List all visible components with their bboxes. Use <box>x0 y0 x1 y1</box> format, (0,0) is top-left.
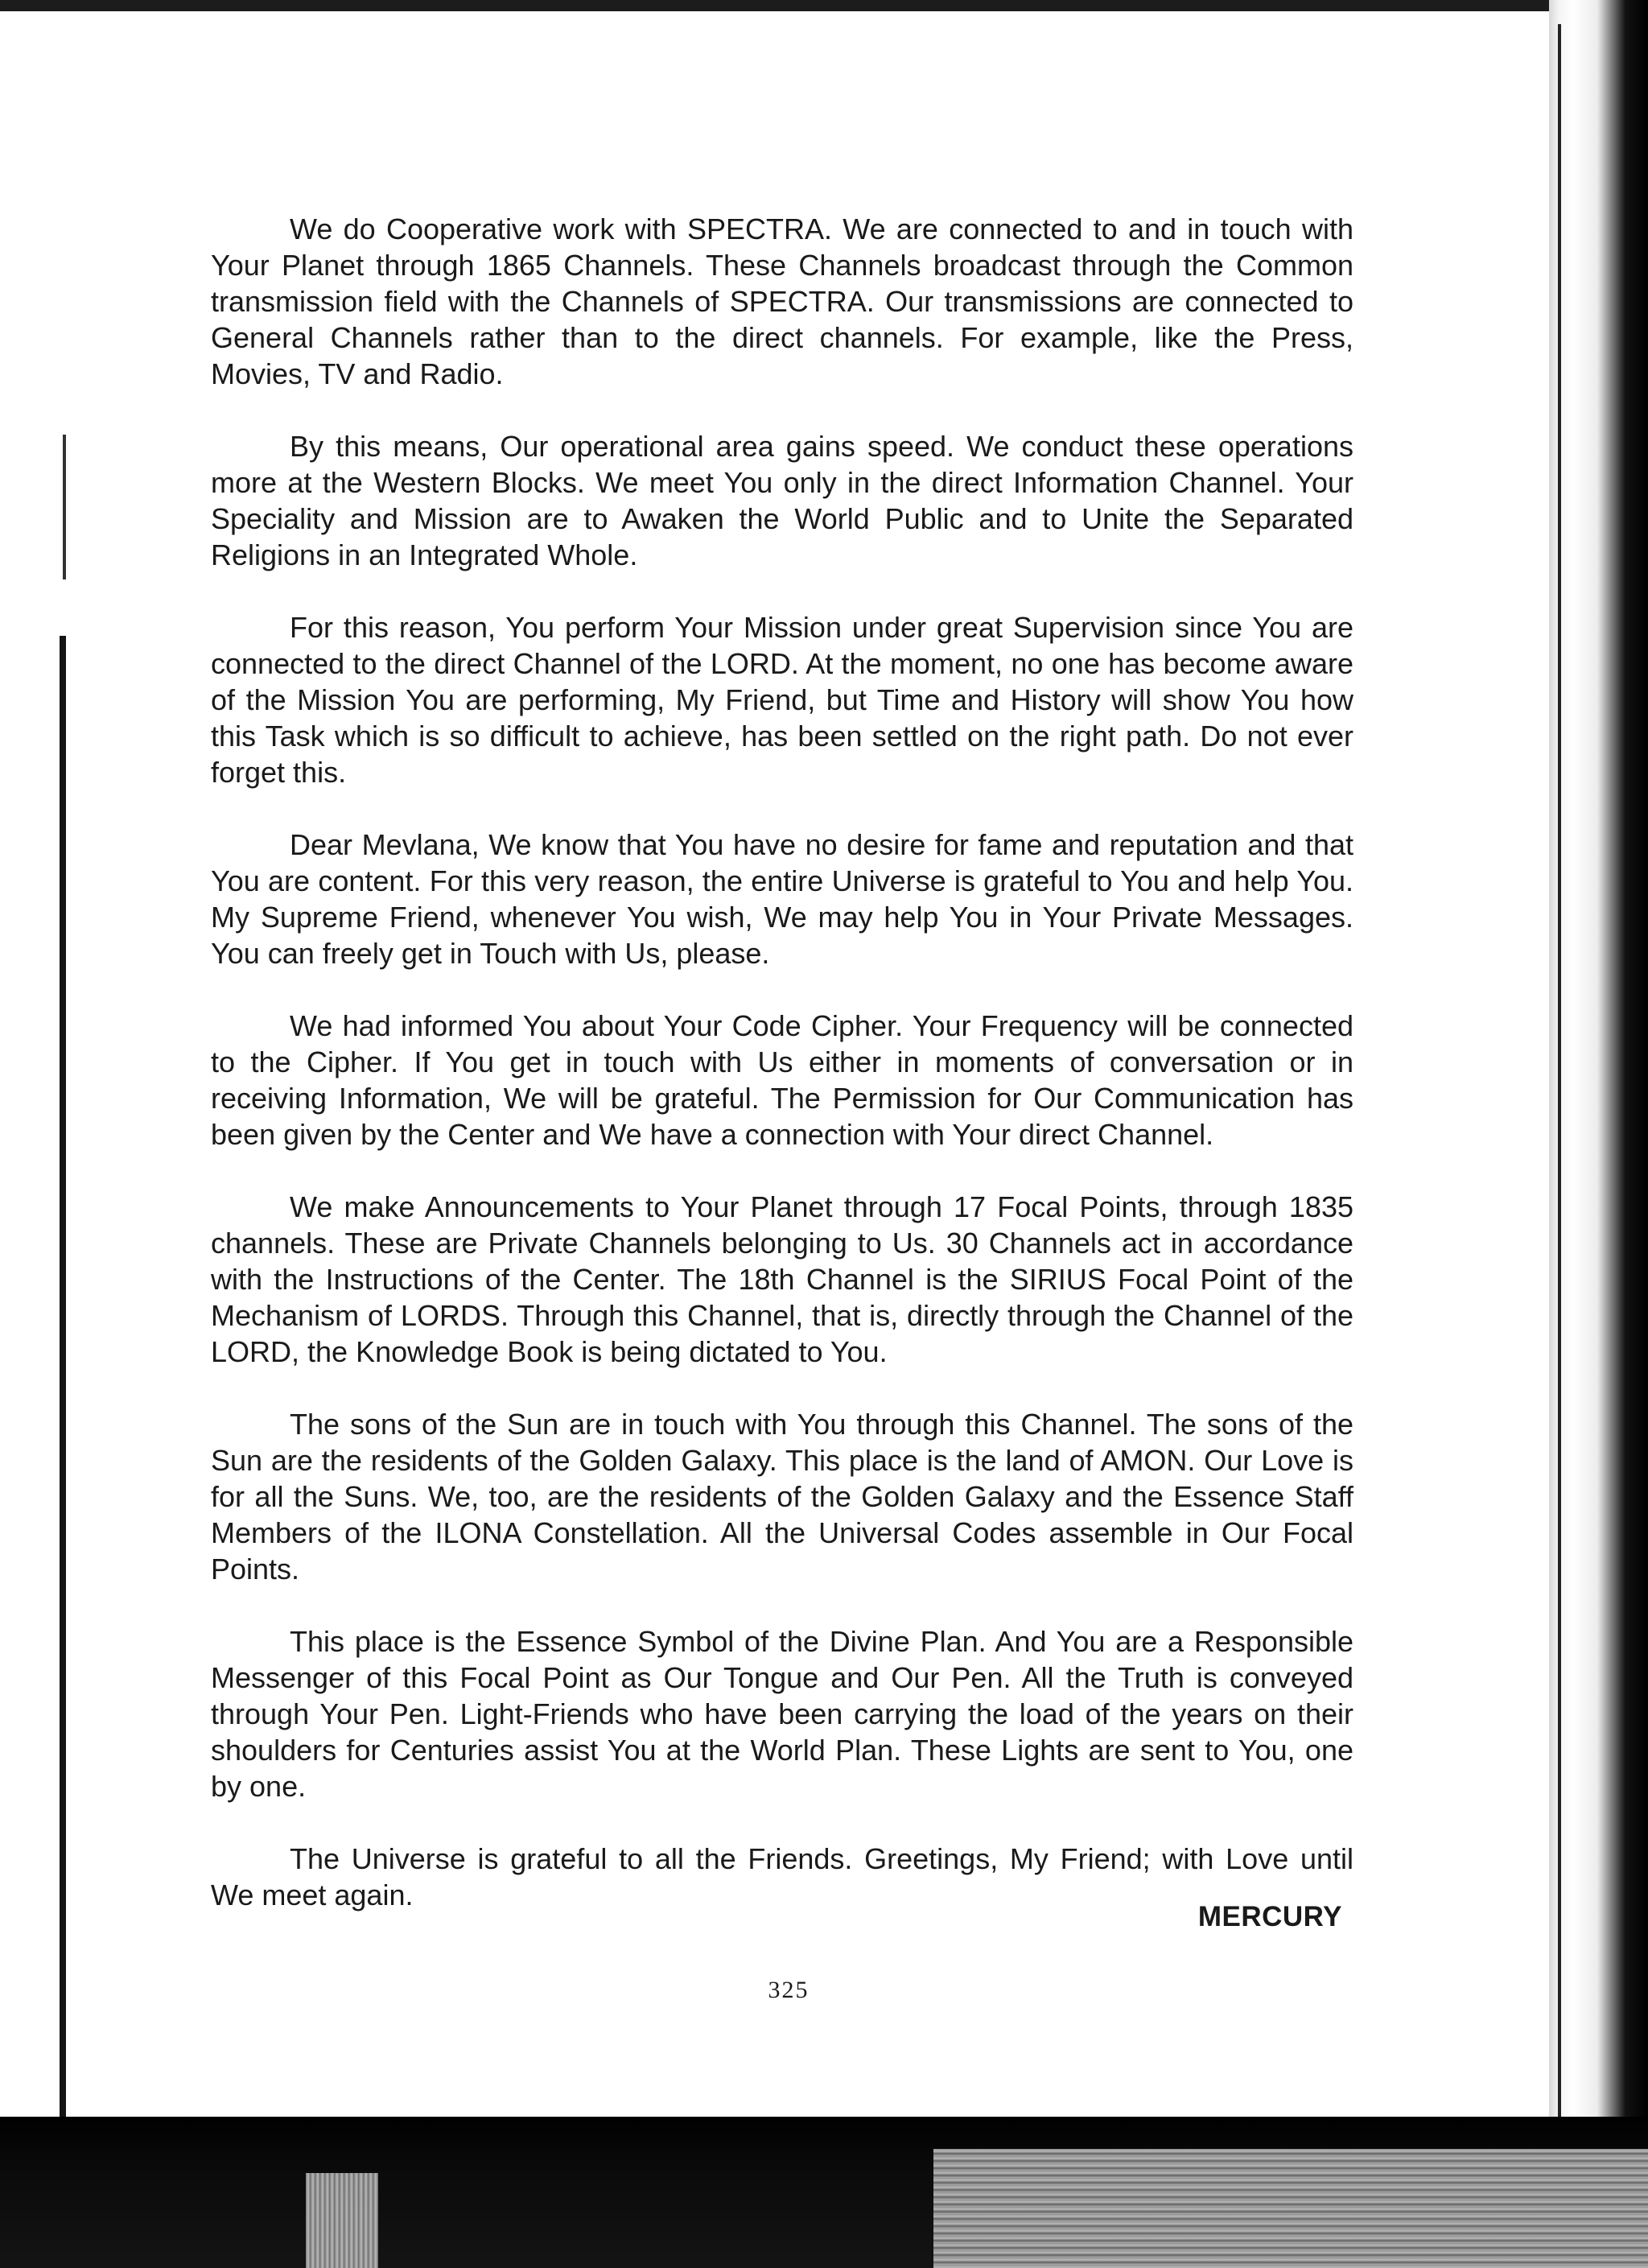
paragraph: We do Cooperative work with SPECTRA. We are connected to and in touch with Your Planet through 1865 Channels. These Channels broadcast through the Common transmission field with the Channels of SPECTRA. Our transmissions are connected to General Channels rather than to the direct channels. For example, like the Press, Movies, TV and Radio. <box>211 212 1353 390</box>
page-left-edge <box>60 636 66 2149</box>
signature: MERCURY <box>1197 1901 1342 1932</box>
scan-bottom-artifact <box>933 2149 1648 2268</box>
paragraph: The sons of the Sun are in touch with You through this Channel. The sons of the Sun are the residents of the Golden Galaxy. This place is the land of AMON. Our Love is for all the Suns. We, too, are the residents of the Golden Galaxy and the Essence Staff Members of the ILONA Constellation. All the Universal Codes assemble in Our Focal Points. <box>211 1408 1353 1586</box>
paragraph: For this reason, You perform Your Mission under great Supervision since You are connected to the direct Channel of the LORD. At the moment, no one has become aware of the Mission You are performing, My Friend, but Time and History will show You how this Task which is so difficult to achieve, has been settled on the right path. Do not ever forget this. <box>211 611 1353 789</box>
paragraph: The Universe is grateful to all the Friends. Greetings, My Friend; with Love until We meet again. <box>211 1842 1353 1911</box>
scan-bottom-artifact-left <box>306 2173 378 2268</box>
paragraph: By this means, Our operational area gains speed. We conduct these operations more at the Western Blocks. We meet You only in the direct Information Channel. Your Speciality and Mission are to Awaken the World Public and to Unite the Separated Religions in an Integrated Whole. <box>211 430 1353 571</box>
paragraph: We had informed You about Your Code Cipher. Your Frequency will be connected to the Cipher. If You get in touch with Us either in moments of conversation or in receiving Information, We will be grateful. The Permission for Our Communication has been given by the Center and We have a connection with Your direct Channel. <box>211 1009 1353 1151</box>
page-left-mark <box>63 435 66 579</box>
paragraph: Dear Mevlana, We know that You have no desire for fame and reputation and that You are content. For this very reason, the entire Universe is grateful to You and help You. My Supreme Friend, whenever You wish, We may help You in Your Private Messages. You can freely get in Touch with Us, please. <box>211 828 1353 970</box>
page-body <box>211 211 1353 1949</box>
paragraph: This place is the Essence Symbol of the Divine Plan. And You are a Responsible Messenger of this Focal Point as Our Tongue and Our Pen. All the Truth is conveyed through Your Pen. Light-Friends who have been carrying the load of the years on their shoulders for Centuries assist You at the World Plan. These Lights are sent to You, one by one. <box>211 1625 1353 1803</box>
page-binding-shadow <box>1549 0 1648 2173</box>
page-number: 325 <box>768 1977 810 2003</box>
paragraph: We make Announcements to Your Planet through 17 Focal Points, through 1835 channels. These are Private Channels belonging to Us. 30 Channels act in accordance with the Instructions of the Center. The 18th Channel is the SIRIUS Focal Point of the Mechanism of LORDS. Through this Channel, that is, directly through the Channel of the LORD, the Knowledge Book is being dictated to You. <box>211 1190 1353 1368</box>
page-fold-line <box>1558 24 1561 2125</box>
scan-top-edge <box>0 0 1577 11</box>
